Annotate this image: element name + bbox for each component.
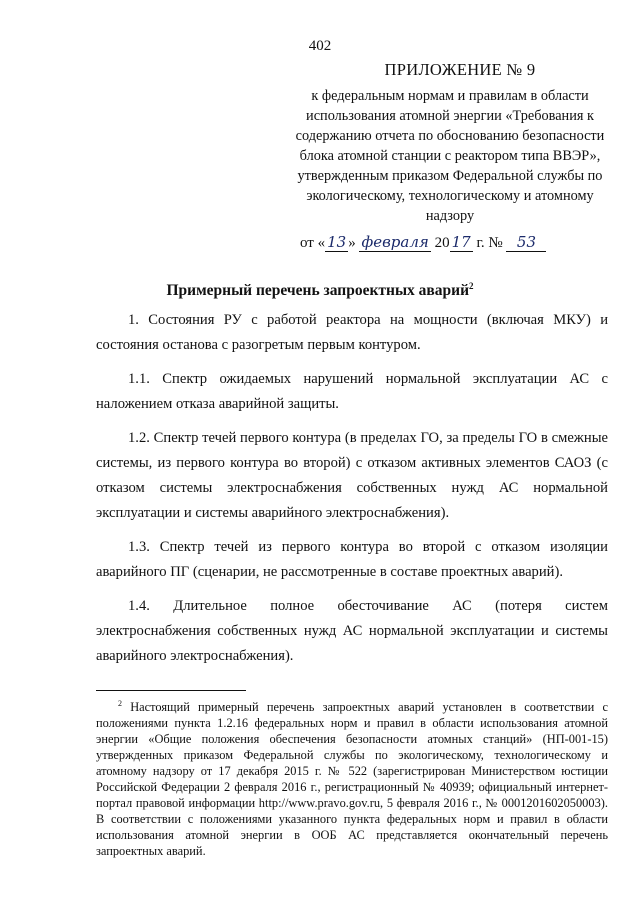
footnote	[96, 696, 608, 859]
document-title-text: Примерный перечень запроектных аварий	[166, 282, 470, 300]
paragraph-1-1: 1.1. Спектр ожидаемых нарушений нормальной эксплуатации АС с наложением отказа аварийной защиты.	[96, 371, 608, 412]
order-mid: »	[348, 235, 360, 251]
paragraph-1-2: 1.2. Спектр течей первого контура (в пределах ГО, за пределы ГО в смежные системы, из первого контура во второй) с отказом активных элементов САОЗ (с отказом системы электроснабжения собственных нужд АС нормальной эксплуатации и системы аварийного электроснабжения).	[96, 430, 608, 521]
footnote-separator	[96, 690, 246, 691]
paragraph-1: 1. Состояния РУ с работой реактора на мощности (включая МКУ) и состояния останова с разогретым первым контуром.	[96, 312, 608, 353]
order-year: 17	[451, 233, 471, 251]
appendix-subtitle: к федеральным нормам и правилам в области использования атомной энергии «Требования к содержанию отчета по обоснованию безопасности блока атомной станции с реактором типа ВВЭР», утвержденным приказом Федеральной службы по экологическому, технологическому и атомному надзору	[295, 88, 605, 224]
order-prefix: от «	[300, 235, 326, 251]
footnote-mark: 2	[118, 699, 122, 708]
appendix-title: ПРИЛОЖЕНИЕ № 9	[384, 60, 536, 79]
paragraph-1-4: 1.4. Длительное полное обесточивание АС (потеря систем электроснабжения собственных нужд АС нормальной эксплуатации и системы аварийного электроснабжения).	[96, 598, 608, 664]
document-title	[0, 281, 640, 300]
order-year-prefix: 20	[430, 235, 450, 251]
page-number: 402	[308, 38, 332, 54]
order-number-label: г. №	[472, 235, 507, 251]
order-month: февраля	[361, 233, 429, 251]
footnote-reference: 2	[469, 281, 474, 291]
order-line	[300, 233, 600, 252]
order-day: 13	[327, 233, 347, 251]
paragraph-1-3: 1.3. Спектр течей из первого контура во второй с отказом изоляции аварийного ПГ (сценарии, не рассмотренные в составе проектных аварий).	[96, 539, 608, 580]
footnote-text: Настоящий примерный перечень запроектных аварий установлен в соответствии с положениями пункта 1.2.16 федеральных норм и правил в области использования атомной энергии «Общие положения обеспечения безопасности атомных станций» (НП-001-15) утвержденных приказом Федеральной службы по экологическому, технологическому и атомному надзору от 17 декабря 2015 г. № 522 (зарегистрирован Министерством юстиции Российской Федерации 2 февраля 2016 г., регистрационный № 40939; официальный интернет-портал правовой информации http://www.pravo.gov.ru, 5 февраля 2016 г., № 0001201602050003). В соответствии с положениями указанного пункта федеральных норм и правил в области использования атомной энергии в ООБ АС представляется окончательный перечень запроектных аварий.	[96, 700, 608, 859]
order-number: 53	[506, 233, 546, 252]
body-text	[96, 308, 608, 678]
